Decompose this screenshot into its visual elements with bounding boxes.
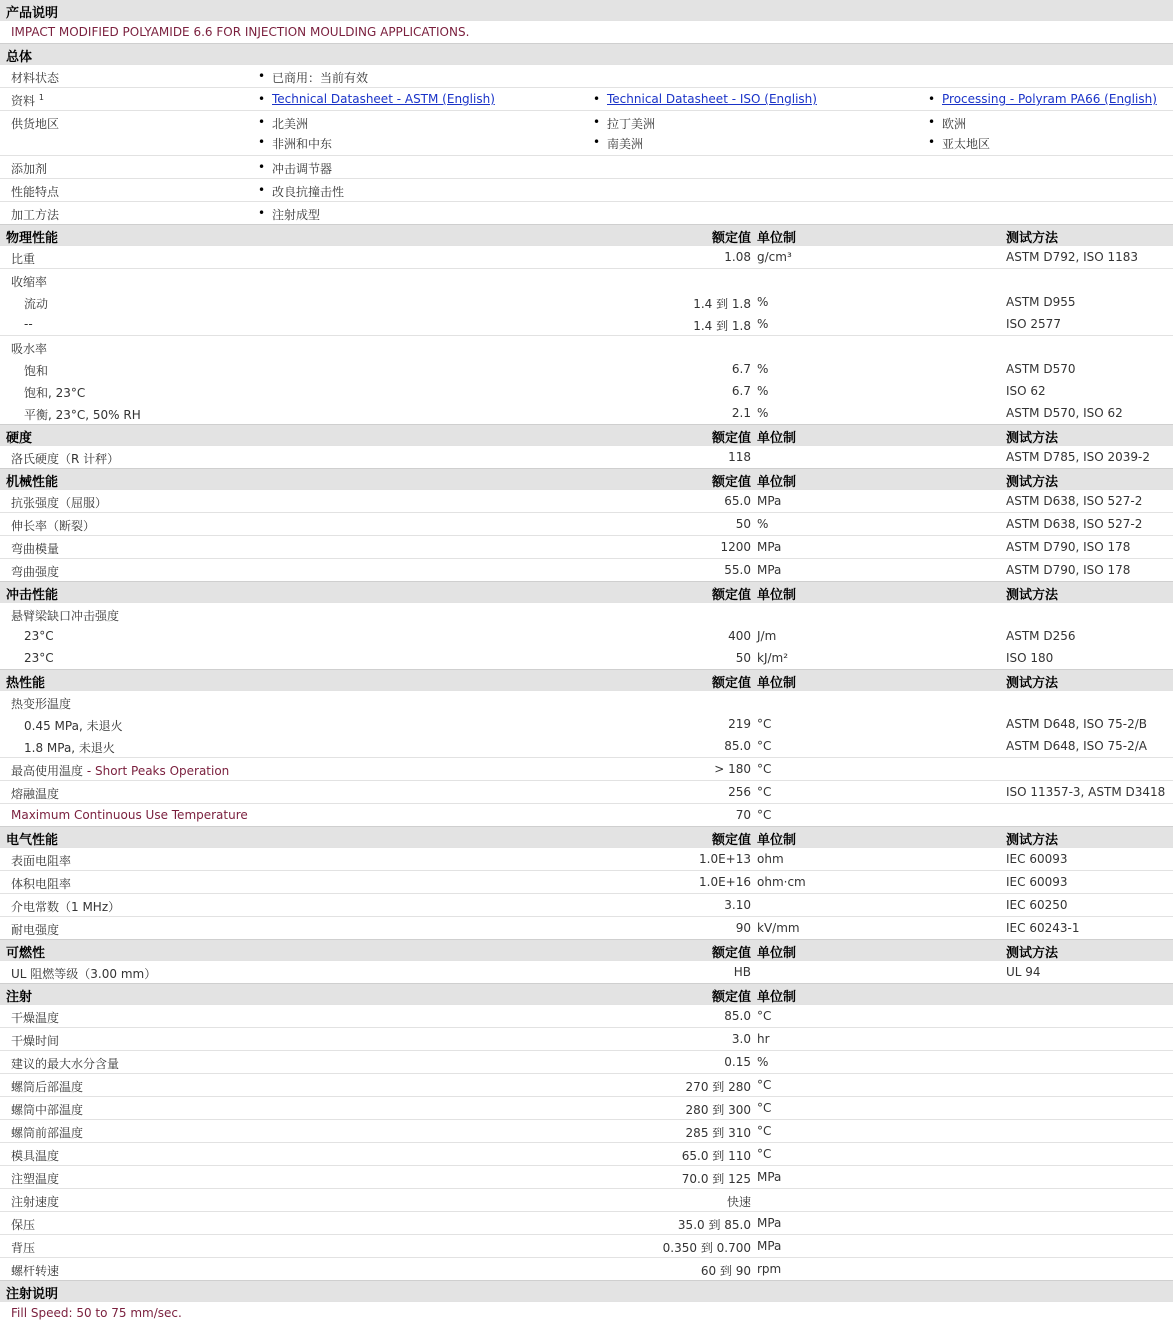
region-item: • 拉丁美洲 [607, 115, 655, 132]
section-title: 物理性能 [6, 231, 59, 246]
table-row [0, 1142, 1173, 1165]
column-value-header: 额定值 [711, 833, 751, 848]
product-description-text: IMPACT MODIFIED POLYAMIDE 6.6 FOR INJECTION MOULDING APPLICATIONS. [11, 25, 470, 39]
table-row [0, 893, 1173, 916]
property-value: 65.0 [724, 494, 751, 508]
table-row [0, 625, 1173, 647]
property-value: 50 [735, 651, 751, 665]
property-value: 50 [735, 517, 751, 531]
property-unit: % [757, 517, 769, 531]
property-unit: % [757, 295, 769, 309]
property-unit: °C [757, 762, 772, 776]
test-method: ASTM D785, ISO 2039-2 [1006, 450, 1151, 464]
property-unit: MPa [757, 494, 782, 508]
property-label: 螺杆转速 [11, 1264, 60, 1278]
section-title: 可燃性 [6, 946, 46, 961]
property-value: HB [733, 965, 751, 979]
property-unit: % [757, 362, 769, 376]
additive-value: • 冲击调节器 [272, 160, 332, 177]
property-value: 256 [728, 785, 751, 799]
table-row [0, 803, 1173, 826]
property-value: 1.0E+16 [699, 875, 751, 889]
property-label: 23°C [24, 651, 54, 665]
section-title: 硬度 [6, 431, 33, 446]
column-value-header: 额定值 [711, 431, 751, 446]
additive-row [0, 155, 1173, 178]
product-description-row [0, 20, 1173, 43]
table-row [0, 335, 1173, 358]
test-method: ASTM D790, ISO 178 [1006, 563, 1131, 577]
table-row [0, 1234, 1173, 1257]
property-unit: °C [757, 1124, 772, 1138]
section-title: 电气性能 [6, 833, 59, 848]
property-label: 模具温度 [11, 1149, 60, 1163]
property-value: 118 [728, 450, 751, 464]
property-label: 弯曲模量 [11, 542, 60, 556]
property-unit: % [757, 406, 769, 420]
processing-method-row [0, 201, 1173, 224]
property-label: 抗张强度（屈服） [11, 496, 108, 510]
table-row [0, 445, 1173, 468]
table-row [0, 1257, 1173, 1280]
property-label: 介电常数（1 MHz） [11, 900, 121, 914]
column-value-header: 额定值 [711, 990, 751, 1005]
section-title: 产品说明 [6, 6, 59, 21]
property-value: 6.7 [731, 384, 751, 398]
table-row [0, 713, 1173, 735]
table-row [0, 780, 1173, 803]
property-label: 注射速度 [11, 1195, 60, 1209]
test-method: ASTM D955 [1006, 295, 1076, 309]
property-unit: MPa [757, 1239, 782, 1253]
property-value: 70.0 到 125 [681, 1172, 751, 1186]
table-row [0, 1211, 1173, 1234]
link-datasheet-astm[interactable]: Technical Datasheet - ASTM (English) [272, 92, 495, 106]
property-label: 热变形温度 [11, 697, 72, 711]
property-unit: kV/mm [757, 921, 800, 935]
property-value: 70 [735, 808, 751, 822]
test-method: ISO 2577 [1006, 317, 1061, 331]
property-unit: % [757, 317, 769, 331]
property-unit: MPa [757, 1170, 782, 1184]
property-unit: °C [757, 1009, 772, 1023]
column-unit-header: 单位制 [757, 588, 797, 603]
injection-notes-text: Fill Speed: 50 to 75 mm/sec. [11, 1306, 182, 1320]
table-row [0, 512, 1173, 535]
table-row [0, 268, 1173, 291]
property-unit: °C [757, 717, 772, 731]
property-label: 保压 [11, 1218, 36, 1232]
region-item: • 南美洲 [607, 135, 643, 152]
test-method: ASTM D570, ISO 62 [1006, 406, 1123, 420]
table-row [0, 1050, 1173, 1073]
property-unit: MPa [757, 1216, 782, 1230]
column-method-header: 测试方法 [1006, 475, 1059, 490]
region-item: • 欧洲 [942, 115, 966, 132]
section-thermal [0, 669, 1173, 690]
property-value: 85.0 [724, 1009, 751, 1023]
property-unit: °C [757, 739, 772, 753]
property-value: 280 到 300 [685, 1103, 751, 1117]
material-status-row [0, 64, 1173, 87]
material-status-label: 材料状态 [11, 71, 60, 85]
column-method-header: 测试方法 [1006, 833, 1059, 848]
column-value-header: 额定值 [711, 946, 751, 961]
link-datasheet-iso[interactable]: Technical Datasheet - ISO (English) [607, 92, 817, 106]
property-unit: °C [757, 1078, 772, 1092]
test-method: IEC 60093 [1006, 852, 1068, 866]
column-unit-header: 单位制 [757, 231, 797, 246]
column-method-header: 测试方法 [1006, 431, 1059, 446]
property-value: 219 [728, 717, 751, 731]
property-unit: hr [757, 1032, 770, 1046]
property-label: 螺筒中部温度 [11, 1103, 84, 1117]
section-injection-notes [0, 1280, 1173, 1301]
test-method: ASTM D792, ISO 1183 [1006, 250, 1139, 264]
property-label: 体积电阻率 [11, 877, 72, 891]
property-value: 60 到 90 [700, 1264, 751, 1278]
table-row [0, 245, 1173, 268]
property-unit: kJ/m² [757, 651, 789, 665]
property-unit: ohm·cm [757, 875, 806, 889]
material-status-value: • 已商用：当前有效 [272, 69, 368, 86]
test-method: ASTM D648, ISO 75-2/A [1006, 739, 1147, 753]
test-method: IEC 60093 [1006, 875, 1068, 889]
additive-label: 添加剂 [11, 162, 48, 176]
property-unit: °C [757, 785, 772, 799]
property-label: 平衡, 23°C, 50% RH [24, 408, 141, 422]
table-row [0, 647, 1173, 669]
test-method: ISO 62 [1006, 384, 1046, 398]
region-item: • 北美洲 [272, 115, 308, 132]
property-unit: g/cm³ [757, 250, 792, 264]
link-processing[interactable]: Processing - Polyram PA66 (English) [942, 92, 1157, 106]
property-label: -- [24, 317, 33, 331]
property-note: - Short Peaks Operation [86, 764, 230, 778]
property-label: 收缩率 [11, 275, 48, 289]
property-label [11, 762, 229, 779]
section-title: 总体 [6, 50, 33, 65]
column-unit-header: 单位制 [757, 475, 797, 490]
table-row [0, 870, 1173, 893]
section-physical [0, 224, 1173, 245]
test-method: ASTM D638, ISO 527-2 [1006, 494, 1143, 508]
column-value-header: 额定值 [711, 475, 751, 490]
column-unit-header: 单位制 [757, 990, 797, 1005]
section-title: 热性能 [6, 676, 46, 691]
test-method: UL 94 [1006, 965, 1041, 979]
table-row [0, 602, 1173, 625]
property-label: 洛氏硬度（R 计秤） [11, 452, 120, 466]
property-label: 螺筒后部温度 [11, 1080, 84, 1094]
table-row [0, 1004, 1173, 1027]
column-value-header: 额定值 [711, 231, 751, 246]
table-row [0, 402, 1173, 424]
property-label-text: 最高使用温度 [11, 764, 84, 778]
property-unit: MPa [757, 563, 782, 577]
processing-method-value: • 注射成型 [272, 206, 320, 223]
literature-link-item [607, 92, 817, 106]
property-unit: rpm [757, 1262, 782, 1276]
property-value: 285 到 310 [685, 1126, 751, 1140]
property-unit: MPa [757, 540, 782, 554]
column-value-header: 额定值 [711, 676, 751, 691]
section-mechanical [0, 468, 1173, 489]
column-value-header: 额定值 [711, 588, 751, 603]
property-label: 1.8 MPa, 未退火 [24, 741, 115, 755]
property-label: 0.45 MPa, 未退火 [24, 719, 123, 733]
property-value: 1.4 到 1.8 [693, 319, 751, 333]
property-value: 3.0 [731, 1032, 751, 1046]
property-value: 快速 [726, 1195, 751, 1209]
property-value: 90 [735, 921, 751, 935]
table-row [0, 847, 1173, 870]
section-flammability [0, 939, 1173, 960]
injection-notes-row [0, 1301, 1173, 1324]
property-label: 饱和 [24, 364, 49, 378]
table-row [0, 916, 1173, 939]
test-method: ASTM D256 [1006, 629, 1076, 643]
section-product-description [0, 0, 1173, 20]
property-value: 1.4 到 1.8 [693, 297, 751, 311]
property-label: Maximum Continuous Use Temperature [11, 808, 248, 822]
column-method-header: 测试方法 [1006, 946, 1059, 961]
table-row [0, 558, 1173, 581]
table-row [0, 1073, 1173, 1096]
features-row [0, 178, 1173, 201]
features-label: 性能特点 [11, 185, 60, 199]
literature-row [0, 87, 1173, 110]
property-label: 干燥时间 [11, 1034, 60, 1048]
property-label: 吸水率 [11, 342, 48, 356]
property-label: 螺筒前部温度 [11, 1126, 84, 1140]
literature-link-item [272, 92, 495, 106]
property-label: 耐电强度 [11, 923, 60, 937]
table-row [0, 1096, 1173, 1119]
column-unit-header: 单位制 [757, 946, 797, 961]
property-label: 弯曲强度 [11, 565, 60, 579]
property-value: 1.08 [724, 250, 751, 264]
column-unit-header: 单位制 [757, 431, 797, 446]
property-unit: J/m [757, 629, 777, 643]
test-method: IEC 60243-1 [1006, 921, 1080, 935]
property-label: 建议的最大水分含量 [11, 1057, 120, 1071]
property-unit: ohm [757, 852, 784, 866]
property-label: 23°C [24, 629, 54, 643]
section-title: 注射说明 [6, 1287, 59, 1302]
column-unit-header: 单位制 [757, 833, 797, 848]
property-unit: °C [757, 808, 772, 822]
table-row [0, 291, 1173, 313]
property-label: 熔融温度 [11, 787, 60, 801]
property-value: 65.0 到 110 [681, 1149, 751, 1163]
test-method: IEC 60250 [1006, 898, 1068, 912]
column-method-header: 测试方法 [1006, 231, 1059, 246]
section-title: 冲击性能 [6, 588, 59, 603]
section-impact [0, 581, 1173, 602]
section-general [0, 43, 1173, 64]
column-method-header: 测试方法 [1006, 588, 1059, 603]
table-row [0, 535, 1173, 558]
test-method: ISO 11357-3, ASTM D3418 [1006, 785, 1166, 799]
property-value: 35.0 到 85.0 [677, 1218, 751, 1232]
property-value: 1200 [720, 540, 751, 554]
test-method: ISO 180 [1006, 651, 1054, 665]
property-value: 2.1 [731, 406, 751, 420]
region-item: • 非洲和中东 [272, 135, 332, 152]
test-method: ASTM D790, ISO 178 [1006, 540, 1131, 554]
table-row [0, 1027, 1173, 1050]
property-label: 背压 [11, 1241, 36, 1255]
property-label: 比重 [11, 252, 36, 266]
test-method: ASTM D638, ISO 527-2 [1006, 517, 1143, 531]
column-method-header: 测试方法 [1006, 676, 1059, 691]
property-label: 注塑温度 [11, 1172, 60, 1186]
table-row [0, 489, 1173, 512]
property-value: 1.0E+13 [699, 852, 751, 866]
property-label: 表面电阻率 [11, 854, 72, 868]
literature-link-item [942, 92, 1157, 106]
property-label: 干燥温度 [11, 1011, 60, 1025]
test-method: ASTM D648, ISO 75-2/B [1006, 717, 1148, 731]
property-unit: °C [757, 1147, 772, 1161]
column-unit-header: 单位制 [757, 676, 797, 691]
property-label: 伸长率（断裂） [11, 519, 96, 533]
table-row [0, 313, 1173, 335]
test-method: ASTM D570 [1006, 362, 1076, 376]
property-value: 270 到 280 [685, 1080, 751, 1094]
property-value: 3.10 [724, 898, 751, 912]
section-title: 机械性能 [6, 475, 59, 490]
availability-label: 供货地区 [11, 117, 60, 131]
literature-label-text: 资料 [11, 94, 36, 108]
property-unit: % [757, 1055, 769, 1069]
table-row [0, 735, 1173, 757]
availability-row [0, 110, 1173, 155]
property-value: > 180 [714, 762, 751, 776]
property-unit: % [757, 384, 769, 398]
section-title: 注射 [6, 990, 33, 1005]
table-row [0, 1188, 1173, 1211]
property-label: 饱和, 23°C [24, 386, 86, 400]
table-row [0, 960, 1173, 983]
table-row [0, 690, 1173, 713]
property-value: 6.7 [731, 362, 751, 376]
property-value: 55.0 [724, 563, 751, 577]
literature-footnote: 1 [38, 93, 44, 102]
property-label: 悬臂梁缺口冲击强度 [11, 609, 120, 623]
section-hardness [0, 424, 1173, 445]
property-value: 400 [728, 629, 751, 643]
table-row [0, 1119, 1173, 1142]
table-row [0, 1165, 1173, 1188]
table-row [0, 757, 1173, 780]
property-value: 0.350 到 0.700 [662, 1241, 751, 1255]
features-value: • 改良抗撞击性 [272, 183, 344, 200]
processing-method-label: 加工方法 [11, 208, 60, 222]
table-row [0, 380, 1173, 402]
literature-label [11, 92, 44, 109]
region-item: • 亚太地区 [942, 135, 990, 152]
section-injection [0, 983, 1173, 1004]
property-unit: °C [757, 1101, 772, 1115]
table-row [0, 358, 1173, 380]
property-label: 流动 [24, 297, 49, 311]
property-label: UL 阻燃等级（3.00 mm） [11, 967, 157, 981]
property-value: 0.15 [724, 1055, 751, 1069]
section-electrical [0, 826, 1173, 847]
property-value: 85.0 [724, 739, 751, 753]
